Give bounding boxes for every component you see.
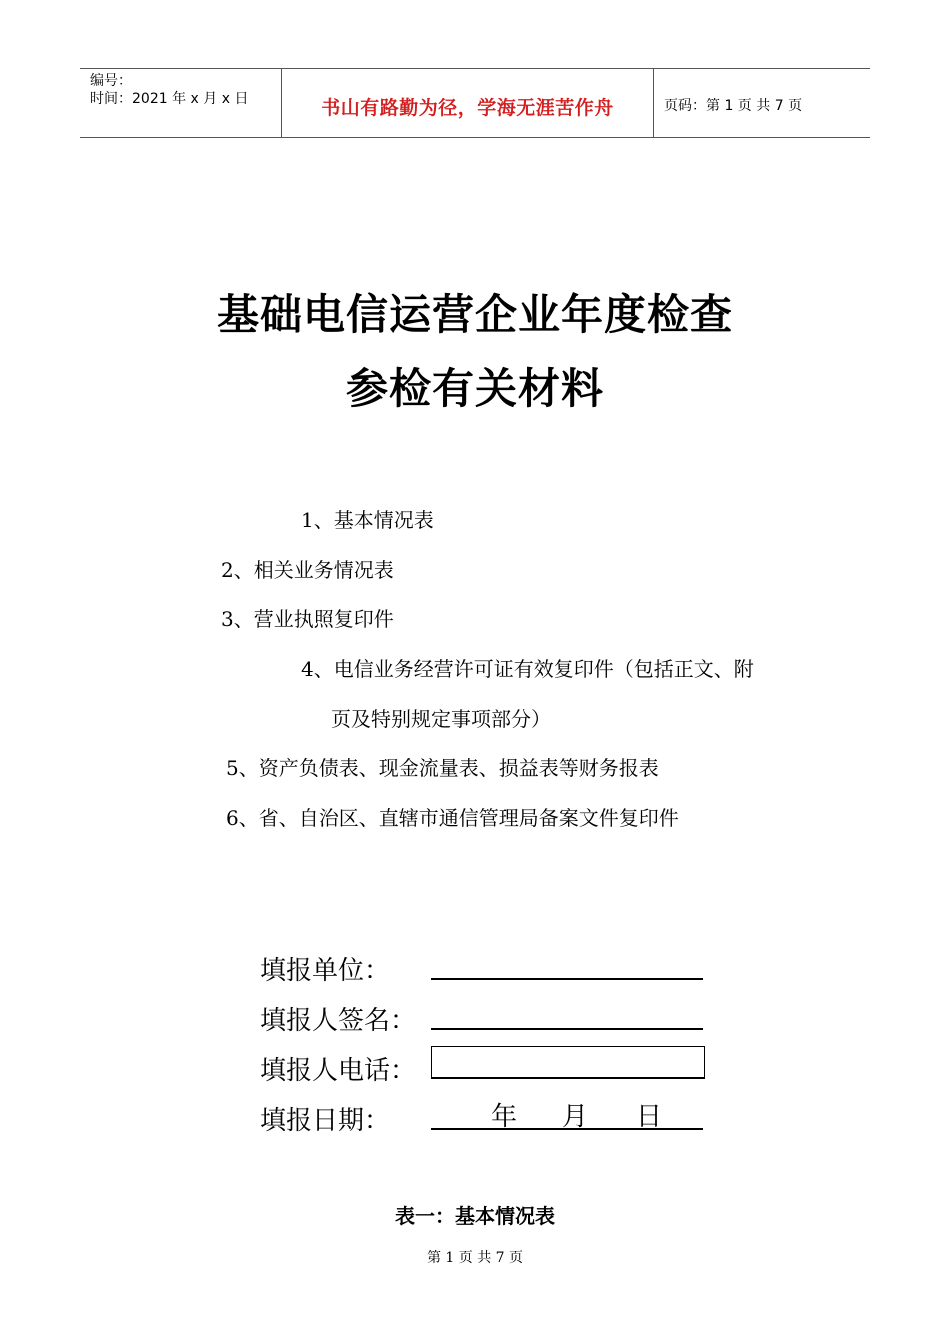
document-number-label: 编号：	[90, 73, 132, 89]
date-field[interactable]	[431, 1094, 703, 1130]
list-item: 6、省、自治区、直辖市通信管理局备案文件复印件	[226, 806, 679, 830]
unit-label: 填报单位：	[260, 956, 391, 986]
list-item: 2、相关业务情况表	[221, 558, 394, 582]
header-motto: 书山有路勤为径，学海无涯苦作舟	[321, 96, 614, 119]
unit-field[interactable]	[431, 978, 703, 980]
list-item: 5、资产负债表、现金流量表、损益表等财务报表	[226, 756, 659, 780]
header-meta	[80, 69, 282, 137]
table-title: 表一：基本情况表	[395, 1204, 555, 1228]
header-motto-cell	[282, 69, 654, 137]
header-page-number: 页码：第 1 页 共 7 页	[664, 98, 803, 114]
header-page-cell	[654, 71, 870, 139]
document-title-line2: 参检有关材料	[345, 364, 604, 413]
phone-label: 填报人电话：	[260, 1056, 417, 1086]
page-footer: 第 1 页 共 7 页	[426, 1250, 524, 1266]
date-label: 填报日期：	[260, 1106, 391, 1136]
date-month-label: 月	[562, 1102, 589, 1132]
date-year-label: 年	[491, 1102, 518, 1132]
list-item: 3、营业执照复印件	[221, 607, 394, 631]
page-header	[80, 68, 870, 138]
phone-field[interactable]	[431, 1046, 705, 1079]
list-item: 1、基本情况表	[301, 508, 434, 532]
signer-field[interactable]	[431, 1028, 703, 1030]
date-day-label: 日	[636, 1102, 663, 1132]
document-time-label: 时间：2021 年 x 月 x 日	[90, 91, 249, 107]
document-title-line1: 基础电信运营企业年度检查	[216, 290, 733, 339]
list-item: 页及特别规定事项部分）	[331, 707, 551, 731]
signer-label: 填报人签名：	[260, 1006, 417, 1036]
list-item: 4、电信业务经营许可证有效复印件（包括正文、附	[301, 657, 754, 681]
